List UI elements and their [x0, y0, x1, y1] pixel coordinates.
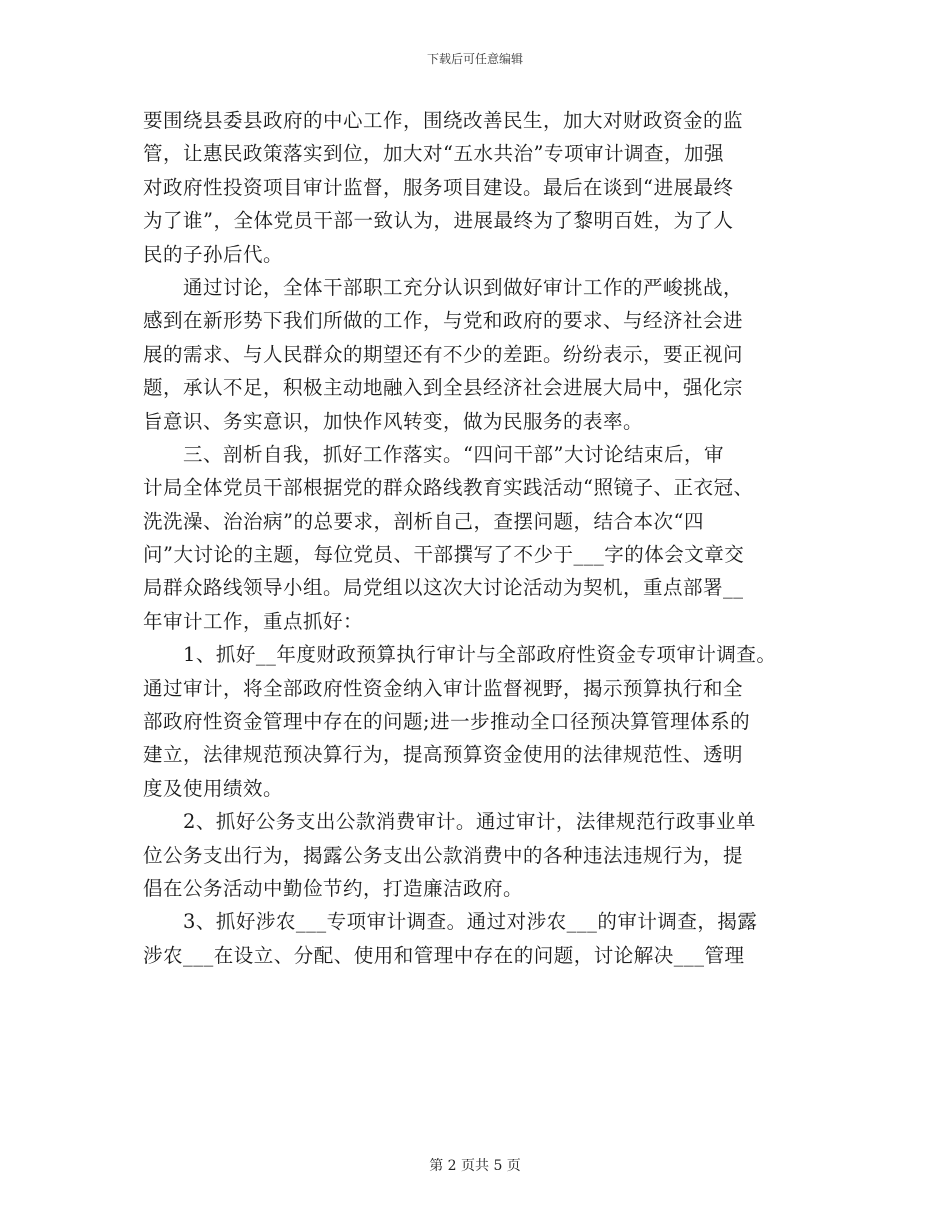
text-line: 旨意识、务实意识，加快作风转变，做为民服务的表率。: [143, 409, 644, 433]
text-line: 位公务支出行为，揭露公务支出公款消费中的各种违法违规行为，提: [143, 843, 744, 867]
page-number: 第 2 页共 5 页: [429, 1158, 521, 1174]
text-line: 通过讨论，全体干部职工充分认识到做好审计工作的严峻挑战，: [143, 275, 744, 299]
text-line: 度及使用绩效。: [143, 776, 284, 800]
text-line: 为了谁”，全体党员干部一致认为，进展最终为了黎明百姓，为了人: [143, 209, 734, 233]
text-line: 建立，法律规范预决算行为，提高预算资金使用的法律规范性、透明: [143, 743, 744, 767]
text-line: 3、抓好涉农___专项审计调查。通过对涉农___的审计调查，揭露: [143, 910, 758, 934]
text-line: 对政府性投资项目审计监督，服务项目建设。最后在谈到“进展最终: [143, 175, 734, 199]
text-line: 管，让惠民政策落实到位，加大对“五水共治”专项审计调查，加强: [143, 142, 724, 166]
text-line: 年审计工作，重点抓好：: [143, 609, 364, 633]
text-line: 洗洗澡、治治病”的总要求，剖析自己，查摆问题，结合本次“四: [143, 509, 704, 533]
text-line: 局群众路线领导小组。局党组以这次大讨论活动为契机，重点部署__: [143, 576, 744, 600]
text-line: 部政府性资金管理中存在的问题;进一步推动全口径预决算管理体系的: [143, 710, 751, 734]
text-line: 展的需求、与人民群众的期望还有不少的差距。纷纷表示，要正视问: [143, 342, 744, 366]
text-line: 感到在新形势下我们所做的工作，与党和政府的要求、与经济社会进: [143, 309, 744, 333]
text-line: 倡在公务活动中勤俭节约，打造廉洁政府。: [143, 876, 524, 900]
text-line: 涉农___在设立、分配、使用和管理中存在的问题，讨论解决___管理: [143, 943, 745, 967]
text-line: 1、抓好__年度财政预算执行审计与全部政府性资金专项审计调查。: [143, 643, 777, 667]
text-line: 要围绕县委县政府的中心工作，围绕改善民生，加大对财政资金的监: [143, 109, 744, 132]
text-line: 2、抓好公务支出公款消费审计。通过审计，法律规范行政事业单: [143, 810, 756, 834]
text-line: 计局全体党员干部根据党的群众路线教育实践活动“照镜子、正衣冠、: [143, 476, 754, 500]
text-line: 三、剖析自我，抓好工作落实。“四问干部”大讨论结束后，审: [143, 442, 724, 466]
text-line: 民的子孙后代。: [143, 242, 284, 266]
text-line: 问”大讨论的主题，每位党员、干部撰写了不少于___字的体会文章交: [143, 543, 745, 567]
document-body: [143, 104, 823, 972]
text-line: 通过审计，将全部政府性资金纳入审计监督视野，揭示预算执行和全: [143, 676, 744, 700]
page-header: 下载后可任意编辑: [426, 52, 523, 66]
text-line: 题，承认不足，积极主动地融入到全县经济社会进展大局中，强化宗: [143, 376, 744, 400]
